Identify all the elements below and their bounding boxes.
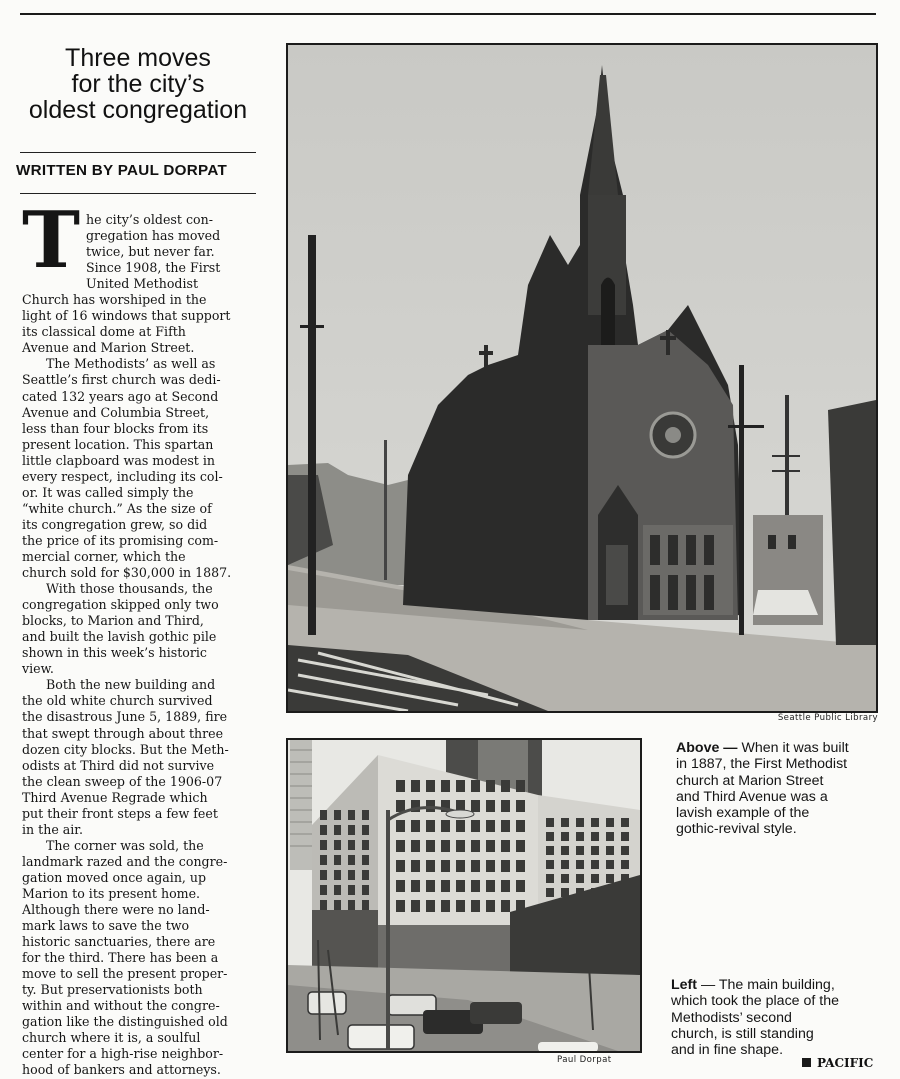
building-window [334, 900, 341, 910]
building-window [501, 840, 510, 852]
building-window [396, 880, 405, 892]
building-window [396, 820, 405, 832]
body-line: shown in this week’s historic [22, 645, 207, 661]
building-window [606, 818, 614, 827]
building-window [486, 860, 495, 872]
building-window [561, 818, 569, 827]
building-window [334, 825, 341, 835]
body-line: blocks, to Marion and Third, [22, 613, 204, 629]
building-window [561, 832, 569, 841]
building-window [501, 880, 510, 892]
body-line: gation like the distinguished old [22, 1014, 228, 1030]
caption-above [676, 740, 891, 838]
body-line: church sold for $30,000 in 1887. [22, 565, 232, 581]
building-window [591, 860, 599, 869]
body-line: Avenue and Columbia Street, [22, 404, 210, 420]
building-window [362, 900, 369, 910]
building-window [320, 900, 327, 910]
headline-line: for the city’s [71, 70, 205, 98]
building-window [486, 780, 495, 792]
building-window [334, 810, 341, 820]
caption-line: lavish example of the [676, 805, 810, 822]
body-line: Marion to its present home. [22, 885, 201, 901]
caption-line: Above — When it was built [676, 740, 849, 756]
body-line: within and without the congre- [22, 998, 220, 1014]
caption-line: which took the place of the [671, 993, 839, 1010]
building-window [348, 855, 355, 865]
building-window [441, 780, 450, 792]
body-line: its classical dome at Fifth [22, 324, 186, 340]
building-window [471, 880, 480, 892]
caption-line: church at Marion Street [676, 772, 824, 789]
building-window [561, 860, 569, 869]
body-line: present location. This spartan [22, 436, 214, 452]
building-window [546, 832, 554, 841]
body-line: every respect, including its col- [22, 468, 223, 484]
building-window [411, 780, 420, 792]
building-window [501, 860, 510, 872]
building-window [516, 880, 525, 892]
building-window [591, 832, 599, 841]
building-window [411, 880, 420, 892]
building-window [411, 860, 420, 872]
article-body [22, 212, 262, 1079]
building-window [441, 840, 450, 852]
building-window [441, 900, 450, 912]
body-line: less than four blocks from its [22, 420, 209, 436]
building-window [516, 800, 525, 812]
byline-rule-top [20, 152, 256, 153]
body-line: Although there were no land- [22, 902, 210, 918]
headline-line: Three moves [65, 44, 211, 72]
building-window [486, 840, 495, 852]
building-window [486, 820, 495, 832]
building-window [576, 874, 584, 883]
body-line: its congregation grew, so did [22, 516, 208, 532]
body-line: With those thousands, the [46, 581, 213, 597]
building-window [546, 846, 554, 855]
building-window [576, 832, 584, 841]
body-line: that swept through about three [22, 725, 224, 741]
building-window [426, 840, 435, 852]
building-window [426, 880, 435, 892]
body-line: United Methodist [86, 276, 199, 292]
building-window [621, 818, 629, 827]
building-window [471, 780, 480, 792]
building-window [334, 840, 341, 850]
building-window [546, 860, 554, 869]
building-window [501, 900, 510, 912]
caption-left [671, 977, 886, 1058]
building-window [411, 820, 420, 832]
body-line: or. It was called simply the [22, 484, 194, 500]
building-window [426, 780, 435, 792]
body-line: historic sanctuaries, there are [22, 934, 216, 950]
building-window [396, 800, 405, 812]
body-line: center for a high-rise neighbor- [22, 1046, 224, 1062]
caption-line: Methodists’ second [671, 1009, 792, 1026]
building-window [501, 780, 510, 792]
building-window [621, 846, 629, 855]
body-line: little clapboard was modest in [22, 452, 216, 468]
building-window [471, 800, 480, 812]
building-window [456, 840, 465, 852]
building-window [486, 800, 495, 812]
building-window [546, 888, 554, 897]
building-window [441, 880, 450, 892]
building-window [320, 825, 327, 835]
building-window [516, 820, 525, 832]
building-window [471, 900, 480, 912]
caption-line: and Third Avenue was a [676, 788, 828, 805]
body-line: Since 1908, the First [86, 260, 221, 276]
building-window [516, 860, 525, 872]
building-window [396, 780, 405, 792]
building-window [362, 885, 369, 895]
body-line: mark laws to save the two [22, 918, 190, 934]
building-window [348, 870, 355, 880]
caption-lead: Left [671, 977, 698, 993]
building-window [411, 840, 420, 852]
building-window [486, 900, 495, 912]
building-window [334, 885, 341, 895]
square-bullet-icon [802, 1058, 811, 1067]
building-window [396, 900, 405, 912]
headline-line: oldest congregation [28, 96, 248, 124]
caption-lead: Above — [676, 740, 738, 756]
building-window [348, 825, 355, 835]
building-window [546, 818, 554, 827]
body-line: the disastrous June 5, 1889, fire [22, 709, 228, 725]
building-window [591, 874, 599, 883]
building-window [348, 900, 355, 910]
building-window [348, 840, 355, 850]
building-window [486, 880, 495, 892]
building-window [516, 780, 525, 792]
building-window [362, 840, 369, 850]
body-line: Avenue and Marion Street. [22, 340, 195, 356]
body-line: move to sell the present proper- [22, 966, 228, 982]
building-window [456, 780, 465, 792]
body-line: cated 132 years ago at Second [22, 388, 219, 404]
building-window [441, 860, 450, 872]
section-tag [802, 1056, 873, 1070]
body-line: congregation skipped only two [22, 597, 219, 613]
photo-credit-modern: Paul Dorpat [557, 1055, 612, 1065]
body-line: hood of bankers and attorneys. [22, 1062, 221, 1078]
building-window [441, 820, 450, 832]
building-window [396, 840, 405, 852]
building-window [621, 832, 629, 841]
building-window [320, 870, 327, 880]
building-window [362, 855, 369, 865]
body-line: view. [22, 661, 54, 677]
body-line: ty. But preservationists both [22, 982, 203, 998]
building-window [546, 874, 554, 883]
body-line: the clean sweep of the 1906-07 [22, 773, 223, 789]
body-line: Third Avenue Regrade which [22, 789, 208, 805]
building-window [362, 810, 369, 820]
building-window [348, 810, 355, 820]
caption-line: gothic-revival style. [676, 821, 797, 838]
body-line: odists at Third did not survive [22, 757, 215, 773]
historic-church-photo [286, 43, 878, 713]
body-line: put their front steps a few feet [22, 805, 218, 821]
building-window [606, 832, 614, 841]
caption-line: in 1887, the First Methodist [676, 756, 848, 773]
building-window [456, 820, 465, 832]
modern-building-illustration [288, 740, 640, 1051]
headline [20, 45, 256, 123]
building-window [426, 800, 435, 812]
body-line: and built the lavish gothic pile [22, 629, 217, 645]
building-window [396, 860, 405, 872]
building-window [606, 860, 614, 869]
section-label: PACIFIC [817, 1056, 874, 1070]
body-line: he city’s oldest con- [86, 212, 213, 227]
building-window [411, 900, 420, 912]
building-window [576, 860, 584, 869]
building-window [320, 810, 327, 820]
building-window [606, 846, 614, 855]
building-window [320, 840, 327, 850]
building-window [471, 820, 480, 832]
modern-building-photo [286, 738, 642, 1053]
body-line: the old white church survived [22, 693, 213, 709]
body-line: Church has worshiped in the [22, 292, 207, 308]
building-window [362, 825, 369, 835]
caption-line: and in fine shape. [671, 1042, 784, 1059]
building-window [334, 855, 341, 865]
body-line: “white church.” As the size of [22, 500, 212, 516]
building-window [334, 870, 341, 880]
building-window [606, 874, 614, 883]
body-line: The corner was sold, the [46, 837, 204, 853]
building-window [456, 900, 465, 912]
building-window [621, 860, 629, 869]
building-window [591, 818, 599, 827]
building-window [362, 870, 369, 880]
building-window [320, 855, 327, 865]
building-window [426, 860, 435, 872]
body-line: mercial corner, which the [22, 548, 186, 564]
building-window [561, 874, 569, 883]
top-rule [20, 13, 876, 15]
body-line: light of 16 windows that support [22, 308, 231, 324]
building-window [456, 860, 465, 872]
caption-line: church, is still standing [671, 1025, 814, 1042]
body-line: for the third. There has been a [22, 950, 219, 966]
body-line: twice, but never far. [86, 244, 215, 260]
building-window [471, 840, 480, 852]
building-window [348, 885, 355, 895]
body-line: church where it is, a soulful [22, 1030, 201, 1046]
body-line: Seattle’s first church was dedi- [22, 372, 221, 388]
building-window [561, 846, 569, 855]
body-line: gation moved once again, up [22, 869, 207, 885]
building-window [471, 860, 480, 872]
body-line: landmark razed and the congre- [22, 853, 228, 869]
caption-line: Left — The main building, [671, 977, 835, 993]
building-window [426, 820, 435, 832]
building-window [426, 900, 435, 912]
building-window [456, 880, 465, 892]
building-window [501, 800, 510, 812]
body-line: gregation has moved [86, 228, 221, 244]
photo-credit-historic: Seattle Public Library [777, 713, 878, 723]
body-line: The Methodists’ as well as [46, 356, 216, 372]
body-line: Both the new building and [46, 677, 216, 693]
building-window [320, 885, 327, 895]
building-window [501, 820, 510, 832]
byline-rule-bottom [20, 193, 256, 194]
byline: WRITTEN BY PAUL DORPAT [16, 162, 228, 179]
historic-church-illustration [288, 45, 876, 711]
body-line: in the air. [22, 821, 83, 837]
building-window [516, 840, 525, 852]
drop-cap: T [22, 195, 81, 286]
body-line: the price of its promising com- [22, 532, 219, 548]
body-line: dozen city blocks. But the Meth- [22, 741, 229, 757]
building-window [591, 846, 599, 855]
building-window [576, 818, 584, 827]
building-window [576, 846, 584, 855]
